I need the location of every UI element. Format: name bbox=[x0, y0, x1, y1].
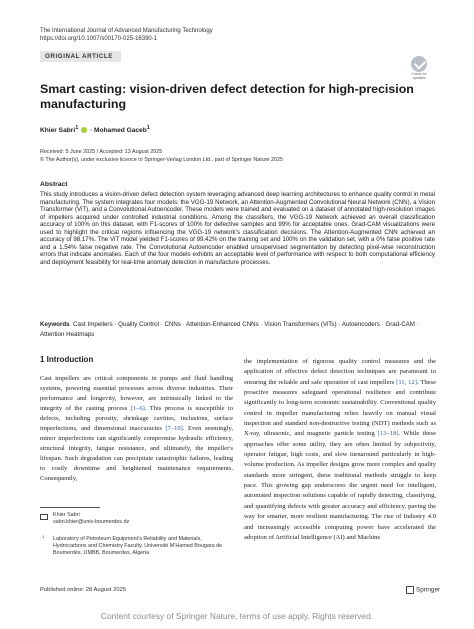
journal-name: The International Journal of Advanced Manufacturing Technology bbox=[40, 28, 213, 34]
intro-text: . Even seemingly, minor imperfections can significantly compromise hydraulic efficiency, structural integrity, fatigue resistance, and ultimately, the impeller's lifespan. Such degradation can precipitate catastrophic failures, leading to costly downtime and heightened maintenance requirements. Consequently, bbox=[40, 424, 233, 482]
intro-text: . These proactive measures safeguard operational resilience and contribute significantly to long-term economic sustainability. Conventional quality control in impeller manufacturing relies heavily on manual visual inspection and standard non-destructive testing (NDT) methods such as X-ray, ultrasonic, and magnetic particle testing bbox=[244, 378, 436, 438]
published-date: Published online: 28 August 2025 bbox=[40, 587, 127, 593]
corresponding-author bbox=[53, 512, 129, 526]
intro-text: . This process is susceptible to defects, including porosity, shrinkage cavities, inclusions, surface imperfections, and dimensional inaccuracies bbox=[40, 404, 233, 432]
check-updates-label: Check for updates bbox=[411, 72, 427, 80]
citation-link[interactable]: [11, 12] bbox=[396, 378, 417, 386]
check-updates-button[interactable] bbox=[405, 56, 433, 80]
keywords-label: Keywords bbox=[40, 321, 70, 328]
corresponding-name: Khier Sabri bbox=[53, 512, 80, 518]
author-list bbox=[40, 125, 150, 134]
intro-text: Cast impellers are critical components in pumps and fluid handling systems, powering essential processes across diverse industries. Their performance and longevity, however, are intrinsically linked to the integrity of the casting process bbox=[40, 375, 233, 412]
keywords bbox=[40, 320, 435, 339]
footnote-divider bbox=[40, 507, 100, 508]
intro-text: the implementation of rigorous quality control measures and the application of effective defect detection techniques are paramount to ensuring the reliable and safe operation of cast impellers bbox=[244, 358, 436, 386]
check-updates-icon bbox=[411, 56, 427, 72]
publisher-logo bbox=[406, 586, 440, 594]
publisher-name: Springer bbox=[416, 586, 441, 594]
journal-header bbox=[40, 27, 213, 43]
doi-link[interactable]: https://doi.org/10.1007/s00170-025-16390-1 bbox=[40, 36, 158, 42]
intro-left-column bbox=[40, 374, 233, 483]
orcid-icon[interactable] bbox=[81, 127, 87, 133]
intro-text: . While these approaches offer some utility, they are often limited by subjectivity, operator fatigue, high costs, and slow turnaround particularly in high-volume production. As impeller designs grow more complex and quality standards more stringent, these traditional methods struggle to keep pace. This growing gap underscores the urgent need for intelligent, automated inspection solutions capable of rapidly detecting, classifying, and quantifying defects with greater accuracy and efficiency, paving the way for smarter, more resilient manufacturing. The rise of Industry 4.0 and increasingly accessible computing power have accelerated the adoption of Artificial Intelligence (AI) and Machine bbox=[244, 430, 436, 541]
section-heading: 1 Introduction bbox=[40, 355, 94, 364]
dates-block bbox=[40, 149, 283, 164]
citation-link[interactable]: [13–18] bbox=[377, 430, 399, 438]
copyright-line: © The Author(s), under exclusive licence to Springer-Verlag London Ltd., part of Springer Nature 2025 bbox=[40, 156, 283, 163]
author-affil-sup: 1 bbox=[75, 125, 79, 131]
abstract-heading: Abstract bbox=[40, 181, 68, 188]
article-type-badge: ORIGINAL ARTICLE bbox=[40, 51, 121, 62]
citation-link[interactable]: [7–10] bbox=[165, 424, 183, 432]
rights-footer: Content courtesy of Springer Nature, terms of use apply. Rights reserved. bbox=[100, 611, 374, 621]
corresponding-email[interactable]: sabri.khier@univ-boumerdes.dz bbox=[53, 518, 130, 525]
springer-horse-icon bbox=[406, 586, 414, 594]
abstract-text: This study introduces a vision-driven defect detection system leveraging advanced deep learning architectures to enhance quality control in metal manufacturing. The system integrates four models: the VGG-19 Network, an Attention-Augmented Convolutional Neural Network (CNN), a Vision Transformer (ViT), and a Convolutional Autoencoder. These models were trained and evaluated on a dataset of annotated high-resolution images of impellers acquired under controlled industrial conditions. Among the classifiers, the VGG-19 Network achieved an overall classification accuracy of 100% on this dataset, with F1-scores of 100% for defective samples and 99% for acceptable ones. Grad-CAM visualizations were used to highlight the critical regions influencing the VGG-19 network’s classification decisions. The Attention-Augmented CNN achieved an accuracy of 98.17%. The ViT model yielded F1-scores of 99.42% on the training set and 100% on the validation set, with a 0% false positive rate and a 1.54% false negative rate. The Convolutional Autoencoder enabled unsupervised segmentation by detecting pixel-wise reconstruction errors that indicate anomalies. Each of the four models exhibits an acceptable level of performance with respect to both computational efficiency and deployment feasibility for real-time anomaly detection in manufacture processes. bbox=[40, 191, 435, 266]
affiliation: Laboratory of Petroleum Equipment’s Reliability and Materials, Hydrocarbons and Chemistry Faculty, Université M’Hamed Bougara de Boumerdès, UMBB, Boumerdes, Algeria bbox=[53, 536, 223, 556]
author-name[interactable]: Khier Sabri bbox=[40, 127, 76, 135]
received-accepted: Received: 5 June 2025 / Accepted: 13 August 2025 bbox=[40, 149, 163, 155]
keywords-list: Cast Impellers · Quality Control · CNNs · Attention-Enhanced CNNs · Vision Transformers (ViTs) · Autoencoders · Grad-CAM · Attention Heatmaps bbox=[40, 321, 419, 338]
citation-link[interactable]: [1–6] bbox=[130, 404, 145, 412]
email-icon bbox=[40, 514, 48, 520]
author-name[interactable]: Mohamed Gaceb bbox=[93, 127, 147, 135]
affiliation-sup: 1 bbox=[42, 534, 45, 539]
author-affil-sup: 1 bbox=[146, 125, 150, 131]
intro-right-column bbox=[244, 357, 436, 543]
author-separator: · bbox=[89, 127, 93, 135]
paper-title: Smart casting: vision-driven defect detection for high-precision manufacturing bbox=[40, 82, 414, 111]
